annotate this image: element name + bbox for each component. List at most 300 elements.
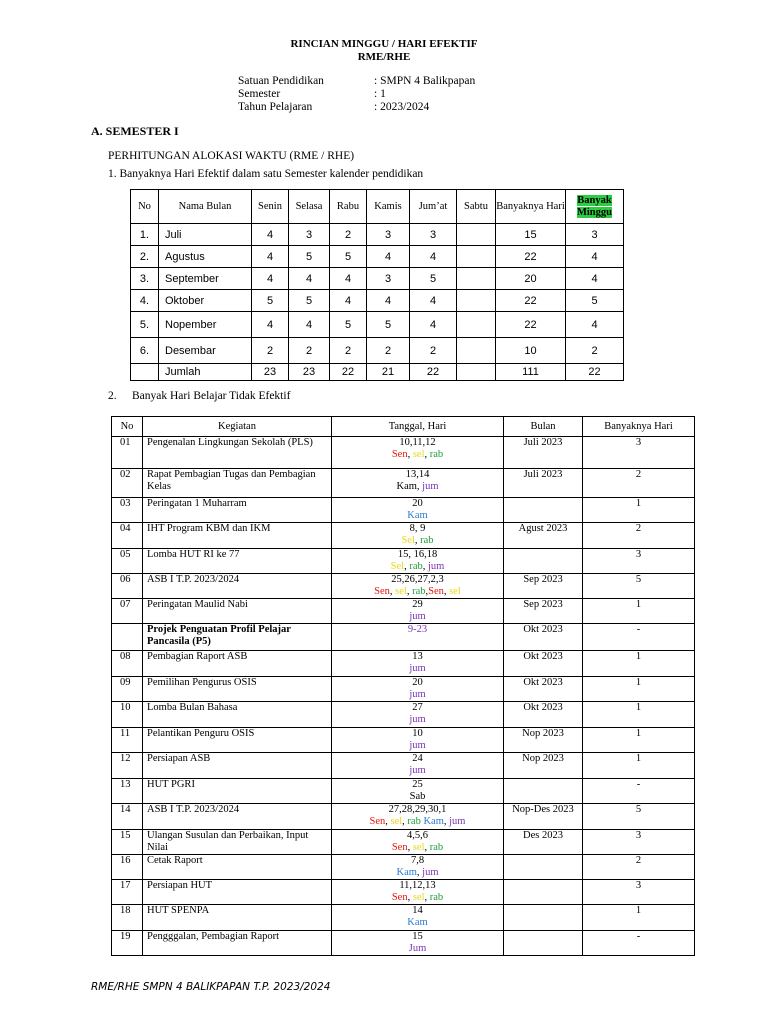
cell-senin: 4 [252,268,289,290]
row-number: 12 [112,753,143,779]
day-label: Sen [369,815,386,827]
date-cell [332,931,504,956]
school-info [238,75,475,114]
day-label: Sel [390,560,405,572]
date-numbers: 10 [412,728,423,739]
day-label: jum [409,764,426,776]
day-label: jum [422,480,439,492]
table-row [112,728,695,753]
day-label: rab [409,560,423,572]
day-names [336,624,499,636]
row-number: 07 [112,599,143,624]
table-row [112,830,695,855]
day-label: sel [395,585,407,597]
subheading-ineffective-days [108,390,290,402]
day-label: jum [449,815,466,827]
col-header: Selasa [289,190,330,224]
cell-sabtu [457,290,496,312]
cell-jumat: 4 [410,312,457,338]
table-row [131,312,624,338]
table-row [131,290,624,312]
month-cell: Nop-Des 2023 [504,804,583,830]
day-count: 1 [583,651,695,677]
page-footer: RME/RHE SMPN 4 BALIKPAPAN T.P. 2023/2024 [91,981,331,993]
date-cell [332,549,504,574]
date-numbers: 13,14 [405,469,430,480]
day-label: rab [407,815,421,827]
day-count: 1 [583,498,695,523]
day-label: Sen [391,448,408,460]
month-cell: Sep 2023 [504,599,583,624]
month-cell: Okt 2023 [504,624,583,651]
day-label: sel [412,448,425,460]
day-label: sel [390,815,403,827]
day-label: Kam [407,509,428,521]
day-names [336,586,499,598]
day-label: jum [409,688,426,700]
day-names [336,740,499,752]
cell-hari: 22 [496,312,566,338]
day-names [336,689,499,701]
activity-name: Persiapan HUT [143,880,332,905]
info-row [238,101,475,114]
cell-minggu: 4 [566,246,624,268]
month-cell: Sep 2023 [504,574,583,599]
cell-selasa: 4 [289,268,330,290]
day-names [336,892,499,904]
cell-senin: 4 [252,224,289,246]
col-header: Banyaknya Hari [583,417,695,437]
info-value: : SMPN 4 Balikpapan [374,75,476,87]
day-label: rab [429,891,444,903]
total-row [131,364,624,381]
cell-minggu: 4 [566,312,624,338]
day-label: , [407,448,413,460]
day-names [336,714,499,726]
day-names [336,611,499,623]
table-header-row [131,190,624,224]
table-row [112,677,695,702]
date-numbers: 29 [412,599,423,610]
day-label: Sen [428,585,444,597]
info-value: : 1 [374,88,386,100]
activity-name: Rapat Pembagian Tugas dan Pembagian Kelas [143,469,332,498]
cell-jumat: 4 [410,290,457,312]
cell-sabtu [457,224,496,246]
day-label: , [404,560,410,572]
date-cell [332,677,504,702]
table-row [131,338,624,364]
date-numbers: 4,5,6 [407,830,428,841]
month-name: Agustus [159,246,252,268]
day-label: Jum [408,942,427,954]
month-cell [504,855,583,880]
day-names [336,867,499,879]
cell-rabu: 4 [330,290,367,312]
day-label: Kam [423,815,444,827]
date-cell [332,498,504,523]
col-header [566,190,624,224]
cell-jumat: 2 [410,338,457,364]
month-cell: Agust 2023 [504,523,583,549]
day-names [336,943,499,955]
cell-senin: 4 [252,246,289,268]
col-header: Kegiatan [143,417,332,437]
day-label: jum [409,739,426,751]
day-count: 5 [583,804,695,830]
cell-senin: 2 [252,338,289,364]
month-cell [504,905,583,931]
date-cell [332,437,504,469]
month-cell [504,549,583,574]
cell-hari: 20 [496,268,566,290]
cell-sabtu [457,268,496,290]
date-cell [332,523,504,549]
row-number: 19 [112,931,143,956]
cell-kamis: 3 [367,224,410,246]
cell-rabu: 2 [330,338,367,364]
day-count: 3 [583,437,695,469]
day-count: 3 [583,880,695,905]
cell-sabtu [457,312,496,338]
col-header: Nama Bulan [159,190,252,224]
date-numbers: 8, 9 [409,523,426,534]
row-number: 11 [112,728,143,753]
ineffective-days-table [111,416,695,956]
cell-jumat: 4 [410,246,457,268]
cell-hari: 15 [496,224,566,246]
month-name: September [159,268,252,290]
day-label: jum [409,713,426,725]
activity-name: Lomba HUT RI ke 77 [143,549,332,574]
col-header: No [112,417,143,437]
effective-days-table [130,189,624,381]
activity-name: Peringatan Maulid Nabi [143,599,332,624]
row-number: 09 [112,677,143,702]
info-row [238,75,475,88]
day-label: rab [420,534,434,546]
day-label: Sel [401,534,415,546]
month-cell: Okt 2023 [504,702,583,728]
day-label: , [424,448,430,460]
table-row [112,905,695,931]
activity-name: Peringatan 1 Muharram [143,498,332,523]
total-sabtu [457,364,496,381]
day-names [336,561,499,573]
row-number: 02 [112,469,143,498]
activity-name: ASB I T.P. 2023/2024 [143,804,332,830]
row-number: 13 [112,779,143,804]
cell-selasa: 5 [289,246,330,268]
day-count: 2 [583,523,695,549]
table-row [112,651,695,677]
day-count: 3 [583,549,695,574]
row-number: 04 [112,523,143,549]
day-names [336,535,499,547]
month-cell [504,498,583,523]
day-label: , [424,891,430,903]
day-label: sel [449,585,461,597]
month-name: Desembar [159,338,252,364]
cell-selasa: 3 [289,224,330,246]
table-row [112,469,695,498]
col-header: Sabtu [457,190,496,224]
table-row [112,523,695,549]
highlight-label: Banyak Minggu [576,194,612,218]
col-header: Senin [252,190,289,224]
table-row [112,702,695,728]
month-cell [504,880,583,905]
day-names [336,791,499,803]
calc-title: PERHITUNGAN ALOKASI WAKTU (RME / RHE) [108,150,355,162]
col-header: Rabu [330,190,367,224]
col-header: Banyaknya Hari [496,190,566,224]
table-row [131,246,624,268]
activity-name: Lomba Bulan Bahasa [143,702,332,728]
activity-name: Pelantikan Penguru OSIS [143,728,332,753]
row-number: 03 [112,498,143,523]
cell-selasa: 2 [289,338,330,364]
month-name: Nopember [159,312,252,338]
day-label: , [389,585,396,597]
date-numbers: 10,11,12 [399,437,436,448]
col-header: No [131,190,159,224]
date-numbers: 13 [412,651,423,662]
day-label: Kam [396,480,417,492]
activity-name: HUT PGRI [143,779,332,804]
day-label: sel [412,891,425,903]
cell-rabu: 2 [330,224,367,246]
table-row [112,498,695,523]
cell-minggu: 3 [566,224,624,246]
total-hari: 111 [496,364,566,381]
table-row [112,931,695,956]
day-count: 1 [583,728,695,753]
cell-kamis: 3 [367,268,410,290]
table-row [112,574,695,599]
cell-minggu: 4 [566,268,624,290]
row-number: 6. [131,338,159,364]
date-cell [332,804,504,830]
total-label: Jumlah [159,364,252,381]
cell-jumat: 5 [410,268,457,290]
cell-sabtu [457,246,496,268]
table-row [112,549,695,574]
day-label: sel [412,841,425,853]
activity-name: ASB I T.P. 2023/2024 [143,574,332,599]
date-numbers: 20 [412,498,423,509]
date-numbers: 14 [412,905,423,916]
day-names [336,842,499,854]
row-number: 5. [131,312,159,338]
cell-senin: 4 [252,312,289,338]
title-line-1: RINCIAN MINGGU / HARI EFEKTIF [290,38,478,50]
day-names [336,765,499,777]
day-count: 1 [583,702,695,728]
month-cell: Juli 2023 [504,437,583,469]
day-label: 9-23 [407,624,428,635]
date-numbers: 15 [412,931,423,942]
day-names [336,481,499,493]
subheading-number: 2. [108,390,117,402]
activity-name: Projek Penguatan Profil Pelajar Pancasila (P5) [143,624,332,651]
cell-kamis: 4 [367,246,410,268]
row-number: 17 [112,880,143,905]
day-label: , [385,815,391,827]
day-count: 2 [583,855,695,880]
day-label: Sen [391,891,408,903]
day-label: jum [409,610,426,622]
month-cell: Des 2023 [504,830,583,855]
cell-rabu: 4 [330,268,367,290]
day-label: , [425,585,429,597]
day-names [336,510,499,522]
date-cell [332,880,504,905]
date-numbers: 27 [412,702,423,713]
date-cell [332,599,504,624]
subheading-text: Banyak Hari Belajar Tidak Efektif [132,390,291,402]
day-label: , [414,534,421,546]
activity-name: IHT Program KBM dan IKM [143,523,332,549]
day-count: 5 [583,574,695,599]
row-number: 10 [112,702,143,728]
cell-minggu: 5 [566,290,624,312]
month-cell: Nop 2023 [504,753,583,779]
col-header: Kamis [367,190,410,224]
table-row [112,779,695,804]
month-name: Juli [159,224,252,246]
table-header-row [112,417,695,437]
row-number: 14 [112,804,143,830]
day-label: Kam [407,916,428,928]
day-count: 1 [583,677,695,702]
table-row [112,599,695,624]
date-cell [332,830,504,855]
activity-name: Persiapan ASB [143,753,332,779]
cell-kamis: 5 [367,312,410,338]
date-numbers: 7,8 [410,855,425,866]
activity-name: Ulangan Susulan dan Perbaikan, Input Nilai [143,830,332,855]
day-names [336,663,499,675]
day-label: , [406,585,413,597]
day-names [336,449,499,461]
day-count: 1 [583,599,695,624]
row-number: 1. [131,224,159,246]
date-cell [332,905,504,931]
day-label: , [443,815,450,827]
date-cell [332,779,504,804]
day-label: rab [412,585,426,597]
total-senin: 23 [252,364,289,381]
day-label: , [424,841,430,853]
day-count: 1 [583,753,695,779]
row-number: 01 [112,437,143,469]
total-minggu: 22 [566,364,624,381]
day-label: Sen [391,841,408,853]
month-cell [504,779,583,804]
cell-rabu: 5 [330,312,367,338]
row-number [112,624,143,651]
cell-senin: 5 [252,290,289,312]
month-cell [504,931,583,956]
title-line-2: RME/RHE [357,51,411,63]
info-label: Tahun Pelajaran [238,101,313,113]
day-label: Sen [374,585,390,597]
cell-minggu: 2 [566,338,624,364]
day-label: jum [409,662,426,674]
day-count: 2 [583,469,695,498]
row-number: 2. [131,246,159,268]
activity-name: Pembagian Raport ASB [143,651,332,677]
date-cell [332,469,504,498]
cell-selasa: 4 [289,312,330,338]
activity-name: Pemilihan Pengurus OSIS [143,677,332,702]
date-cell [332,855,504,880]
day-label: , [407,891,413,903]
row-number: 06 [112,574,143,599]
day-label: , [422,560,428,572]
row-number: 3. [131,268,159,290]
date-cell [332,728,504,753]
cell-sabtu [457,338,496,364]
activity-name: Pengggalan, Pembagian Raport [143,931,332,956]
table-row [112,624,695,651]
day-label: Kam [396,866,417,878]
day-label: , [402,815,408,827]
table-row [131,224,624,246]
section-heading: A. SEMESTER I [91,124,179,138]
day-label: , [416,480,423,492]
total-spacer [131,364,159,381]
row-number: 16 [112,855,143,880]
row-number: 15 [112,830,143,855]
date-cell [332,574,504,599]
info-label: Satuan Pendidikan [238,75,324,87]
month-cell: Okt 2023 [504,651,583,677]
date-numbers: 15, 16,18 [397,549,438,560]
info-label: Semester [238,88,281,100]
date-numbers: 11,12,13 [399,880,436,891]
total-selasa: 23 [289,364,330,381]
day-label: jum [422,866,439,878]
day-names [336,917,499,929]
day-label: rab [429,841,444,853]
subheading-effective-days: 1. Banyaknya Hari Efektif dalam satu Semester kalender pendidikan [108,168,424,180]
activity-name: HUT SPENPA [143,905,332,931]
day-count: 1 [583,905,695,931]
row-number: 18 [112,905,143,931]
cell-kamis: 2 [367,338,410,364]
row-number: 05 [112,549,143,574]
date-numbers: 20 [412,677,423,688]
table-row [112,855,695,880]
month-name: Oktober [159,290,252,312]
info-row [238,88,475,101]
total-kamis: 21 [367,364,410,381]
month-cell: Juli 2023 [504,469,583,498]
day-count: - [583,624,695,651]
cell-rabu: 5 [330,246,367,268]
day-count: 3 [583,830,695,855]
cell-hari: 10 [496,338,566,364]
day-count: - [583,779,695,804]
page-title [0,38,768,64]
table-row [112,804,695,830]
day-label: , [443,585,450,597]
date-numbers: 24 [412,753,423,764]
row-number: 4. [131,290,159,312]
month-cell: Okt 2023 [504,677,583,702]
